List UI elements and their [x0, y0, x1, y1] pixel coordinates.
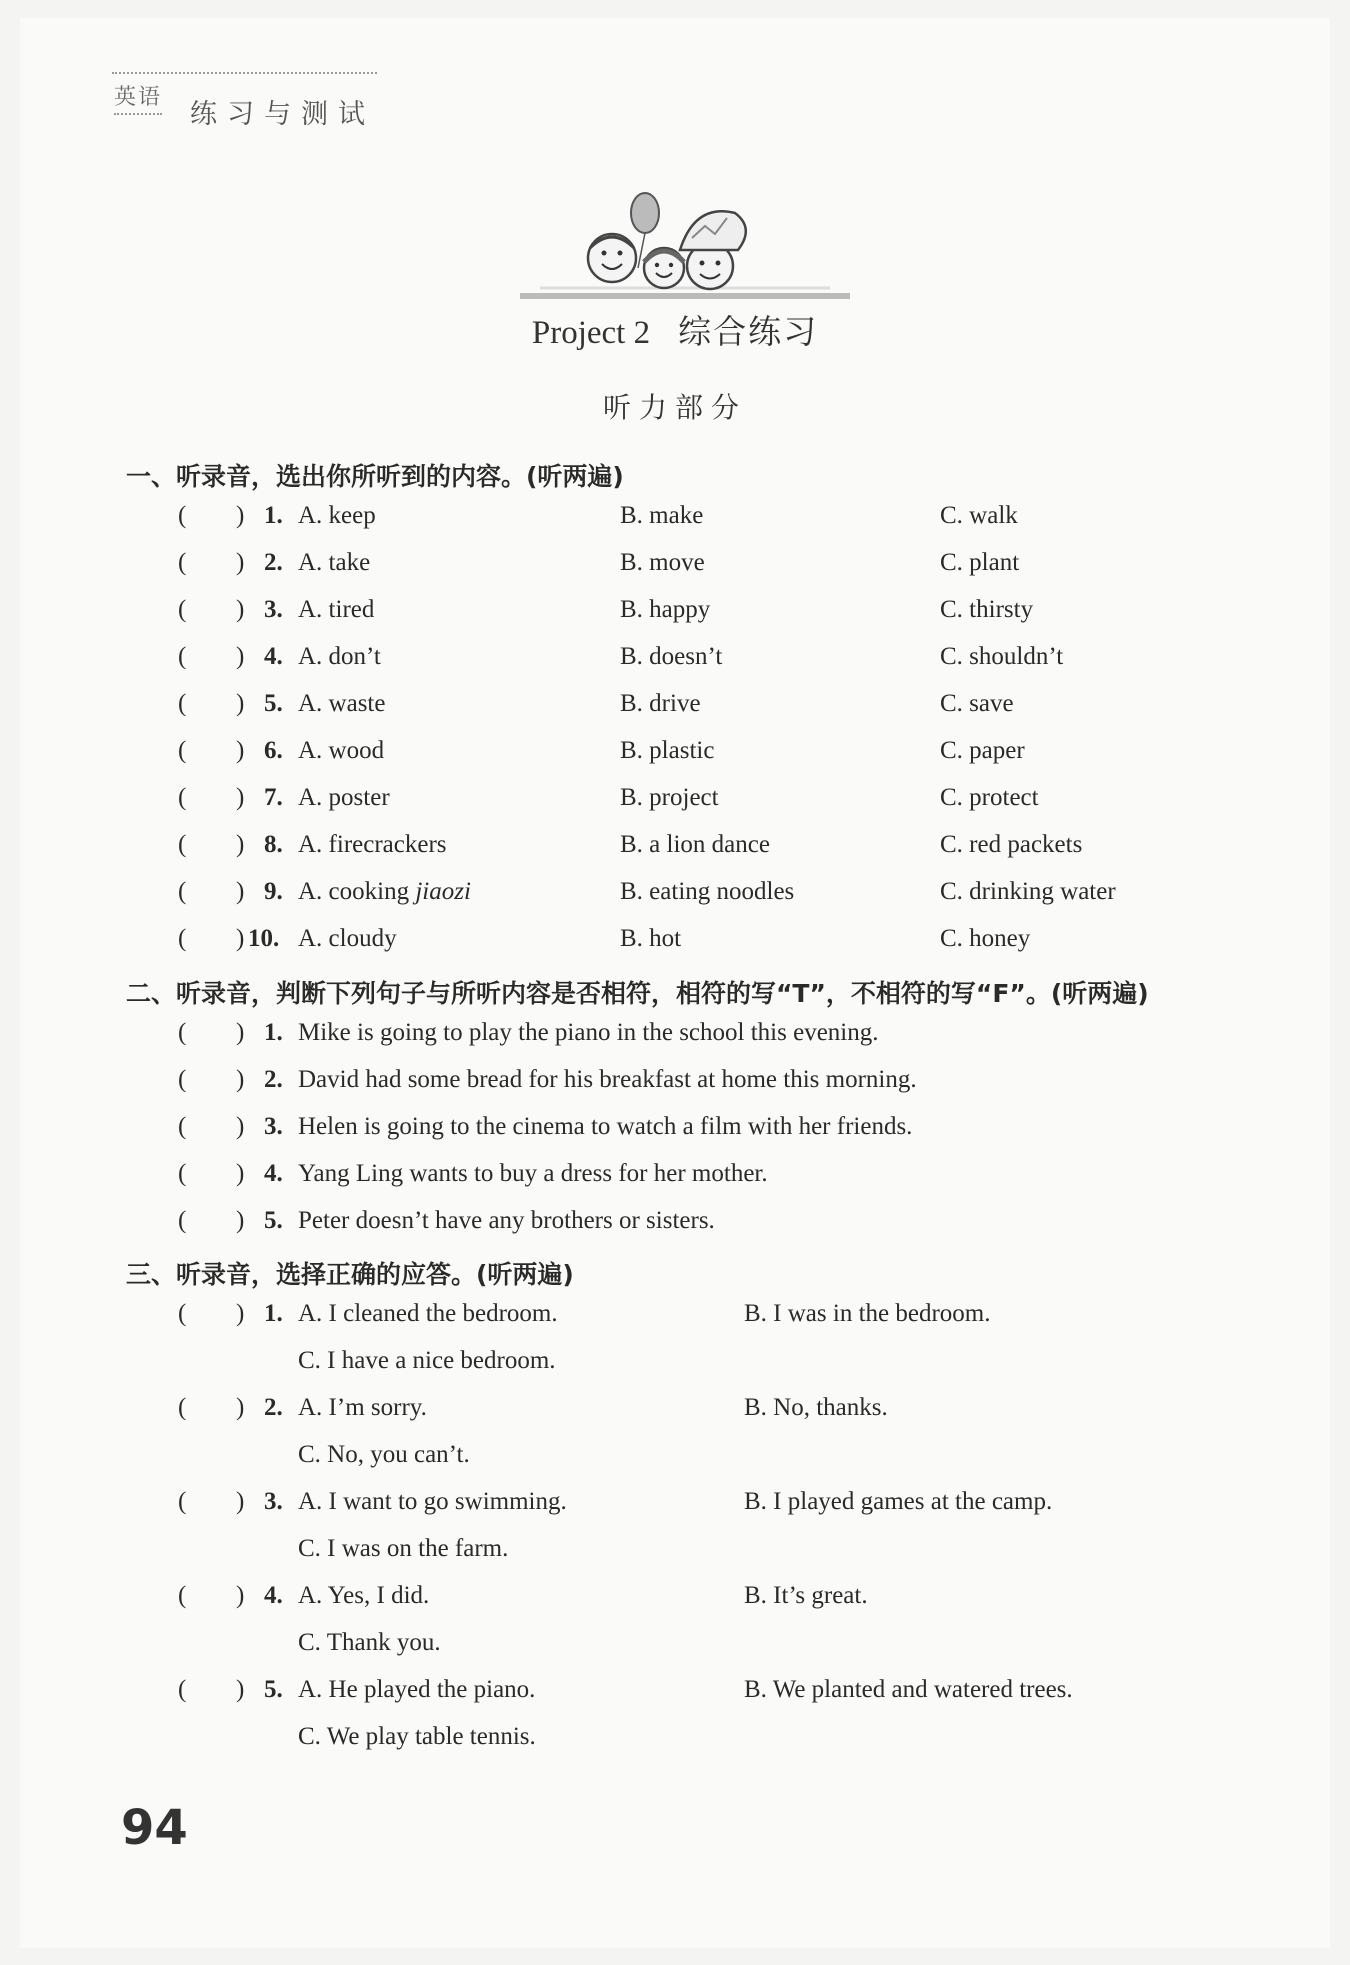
answer-paren-close: ) — [236, 1488, 245, 1515]
option-c: C. I was on the farm. — [298, 1535, 509, 1562]
statement: Mike is going to play the piano in the school this evening. — [298, 1019, 879, 1046]
item-number: 3. — [264, 596, 283, 623]
option-b: B. happy — [620, 596, 711, 623]
item-number: 8. — [264, 831, 283, 858]
answer-paren-close: ) — [236, 596, 245, 623]
answer-paren-close: ) — [236, 1394, 245, 1421]
project-title — [0, 306, 1350, 353]
answer-paren-close: ) — [236, 737, 245, 764]
item-number: 3. — [264, 1113, 283, 1140]
answer-paren-open: ( — [178, 831, 187, 858]
option-a-text: A. cooking — [298, 878, 416, 905]
answer-paren-close: ) — [236, 1300, 245, 1327]
project-cn-title: 综合练习 — [678, 312, 819, 351]
item-number: 5. — [264, 1207, 283, 1234]
option-b: B. a lion dance — [620, 831, 770, 858]
answer-paren-close: ) — [236, 690, 245, 717]
option-a — [298, 878, 471, 906]
option-b: B. move — [620, 549, 705, 576]
answer-paren-close: ) — [236, 1207, 245, 1234]
option-a-italic: jiaozi — [415, 878, 471, 905]
answer-paren-close: ) — [236, 1019, 245, 1046]
item-number: 1. — [264, 1019, 283, 1046]
option-c: C. We play table tennis. — [298, 1723, 536, 1750]
answer-paren-close: ) — [236, 1113, 245, 1140]
statement: David had some bread for his breakfast at home this morning. — [298, 1066, 917, 1093]
option-b: B. We planted and watered trees. — [744, 1676, 1073, 1703]
subject-label: 英语 — [114, 80, 162, 115]
option-b: B. I played games at the camp. — [744, 1488, 1053, 1515]
option-a: A. poster — [298, 784, 390, 811]
option-b: B. doesn’t — [620, 643, 723, 670]
answer-paren-close: ) — [236, 878, 245, 905]
item-number: 3. — [264, 1488, 283, 1515]
statement: Yang Ling wants to buy a dress for her mother. — [298, 1160, 768, 1187]
option-a: A. Yes, I did. — [298, 1582, 430, 1609]
item-number: 7. — [264, 784, 283, 811]
item-number: 4. — [264, 1160, 283, 1187]
answer-paren-open: ( — [178, 1160, 187, 1187]
item-number: 6. — [264, 737, 283, 764]
answer-paren-close: ) — [236, 502, 245, 529]
running-header — [112, 72, 377, 130]
answer-paren-open: ( — [178, 878, 187, 905]
answer-paren-open: ( — [178, 1066, 187, 1093]
section3-heading: 三、听录音，选择正确的应答。(听两遍) — [126, 1260, 574, 1289]
answer-paren-close: ) — [236, 925, 245, 952]
answer-paren-close: ) — [236, 831, 245, 858]
item-number: 1. — [264, 502, 283, 529]
item-number: 2. — [264, 1394, 283, 1421]
section-subtitle: 听力部分 — [602, 391, 747, 424]
answer-paren-close: ) — [236, 1676, 245, 1703]
option-b: B. hot — [620, 925, 682, 952]
answer-paren-open: ( — [178, 1582, 187, 1609]
answer-paren-open: ( — [178, 1300, 187, 1327]
option-b: B. I was in the bedroom. — [744, 1300, 991, 1327]
option-a: A. firecrackers — [298, 831, 447, 858]
answer-paren-close: ) — [236, 1582, 245, 1609]
option-c: C. shouldn’t — [940, 643, 1064, 670]
answer-paren-open: ( — [178, 784, 187, 811]
option-b: B. drive — [620, 690, 701, 717]
item-number: 1. — [264, 1300, 283, 1327]
answer-paren-close: ) — [236, 1066, 245, 1093]
book-title: 练习与测试 — [190, 99, 375, 130]
kids-balloon-illustration — [520, 188, 850, 303]
option-a: A. take — [298, 549, 371, 576]
option-c: C. thirsty — [940, 596, 1034, 623]
option-c: C. walk — [940, 502, 1018, 529]
section1-heading: 一、听录音，选出你所听到的内容。(听两遍) — [126, 462, 624, 491]
item-number: 4. — [264, 1582, 283, 1609]
answer-paren-close: ) — [236, 549, 245, 576]
option-b: B. eating noodles — [620, 878, 795, 905]
option-b: B. plastic — [620, 737, 715, 764]
answer-paren-open: ( — [178, 1676, 187, 1703]
answer-paren-open: ( — [178, 1394, 187, 1421]
answer-paren-open: ( — [178, 737, 187, 764]
answer-paren-close: ) — [236, 1160, 245, 1187]
option-b: B. make — [620, 502, 704, 529]
option-a: A. waste — [298, 690, 386, 717]
option-c: C. plant — [940, 549, 1020, 576]
answer-paren-open: ( — [178, 925, 187, 952]
statement: Peter doesn’t have any brothers or sisters. — [298, 1207, 715, 1234]
option-a: A. don’t — [298, 643, 381, 670]
item-number: 10. — [248, 925, 280, 952]
section2-heading: 二、听录音，判断下列句子与所听内容是否相符，相符的写“T”，不相符的写“F”。(听两遍) — [126, 979, 1149, 1008]
answer-paren-open: ( — [178, 549, 187, 576]
answer-paren-open: ( — [178, 502, 187, 529]
option-c: C. I have a nice bedroom. — [298, 1347, 556, 1374]
option-a: A. tired — [298, 596, 375, 623]
option-c: C. protect — [940, 784, 1039, 811]
answer-paren-open: ( — [178, 690, 187, 717]
option-c: C. paper — [940, 737, 1025, 764]
item-number: 9. — [264, 878, 283, 905]
option-a: A. I cleaned the bedroom. — [298, 1300, 558, 1327]
option-a: A. I’m sorry. — [298, 1394, 427, 1421]
answer-paren-open: ( — [178, 643, 187, 670]
option-c: C. honey — [940, 925, 1031, 952]
option-b: B. It’s great. — [744, 1582, 868, 1609]
answer-paren-close: ) — [236, 643, 245, 670]
option-a: A. cloudy — [298, 925, 397, 952]
option-c: C. drinking water — [940, 878, 1116, 905]
option-c: C. red packets — [940, 831, 1083, 858]
item-number: 2. — [264, 1066, 283, 1093]
answer-paren-open: ( — [178, 1488, 187, 1515]
item-number: 5. — [264, 690, 283, 717]
option-b: B. No, thanks. — [744, 1394, 888, 1421]
option-a: A. I want to go swimming. — [298, 1488, 567, 1515]
option-c: C. Thank you. — [298, 1629, 441, 1656]
option-b: B. project — [620, 784, 719, 811]
option-a: A. wood — [298, 737, 385, 764]
option-a: A. keep — [298, 502, 376, 529]
project-name: Project 2 — [531, 315, 651, 351]
statement: Helen is going to the cinema to watch a film with her friends. — [298, 1113, 913, 1140]
answer-paren-open: ( — [178, 1019, 187, 1046]
answer-paren-open: ( — [178, 596, 187, 623]
item-number: 2. — [264, 549, 283, 576]
answer-paren-open: ( — [178, 1113, 187, 1140]
item-number: 4. — [264, 643, 283, 670]
answer-paren-close: ) — [236, 784, 245, 811]
option-c: C. save — [940, 690, 1014, 717]
item-number: 5. — [264, 1676, 283, 1703]
answer-paren-open: ( — [178, 1207, 187, 1234]
option-a: A. He played the piano. — [298, 1676, 536, 1703]
page-number: 94 — [121, 1800, 188, 1856]
option-c: C. No, you can’t. — [298, 1441, 470, 1468]
